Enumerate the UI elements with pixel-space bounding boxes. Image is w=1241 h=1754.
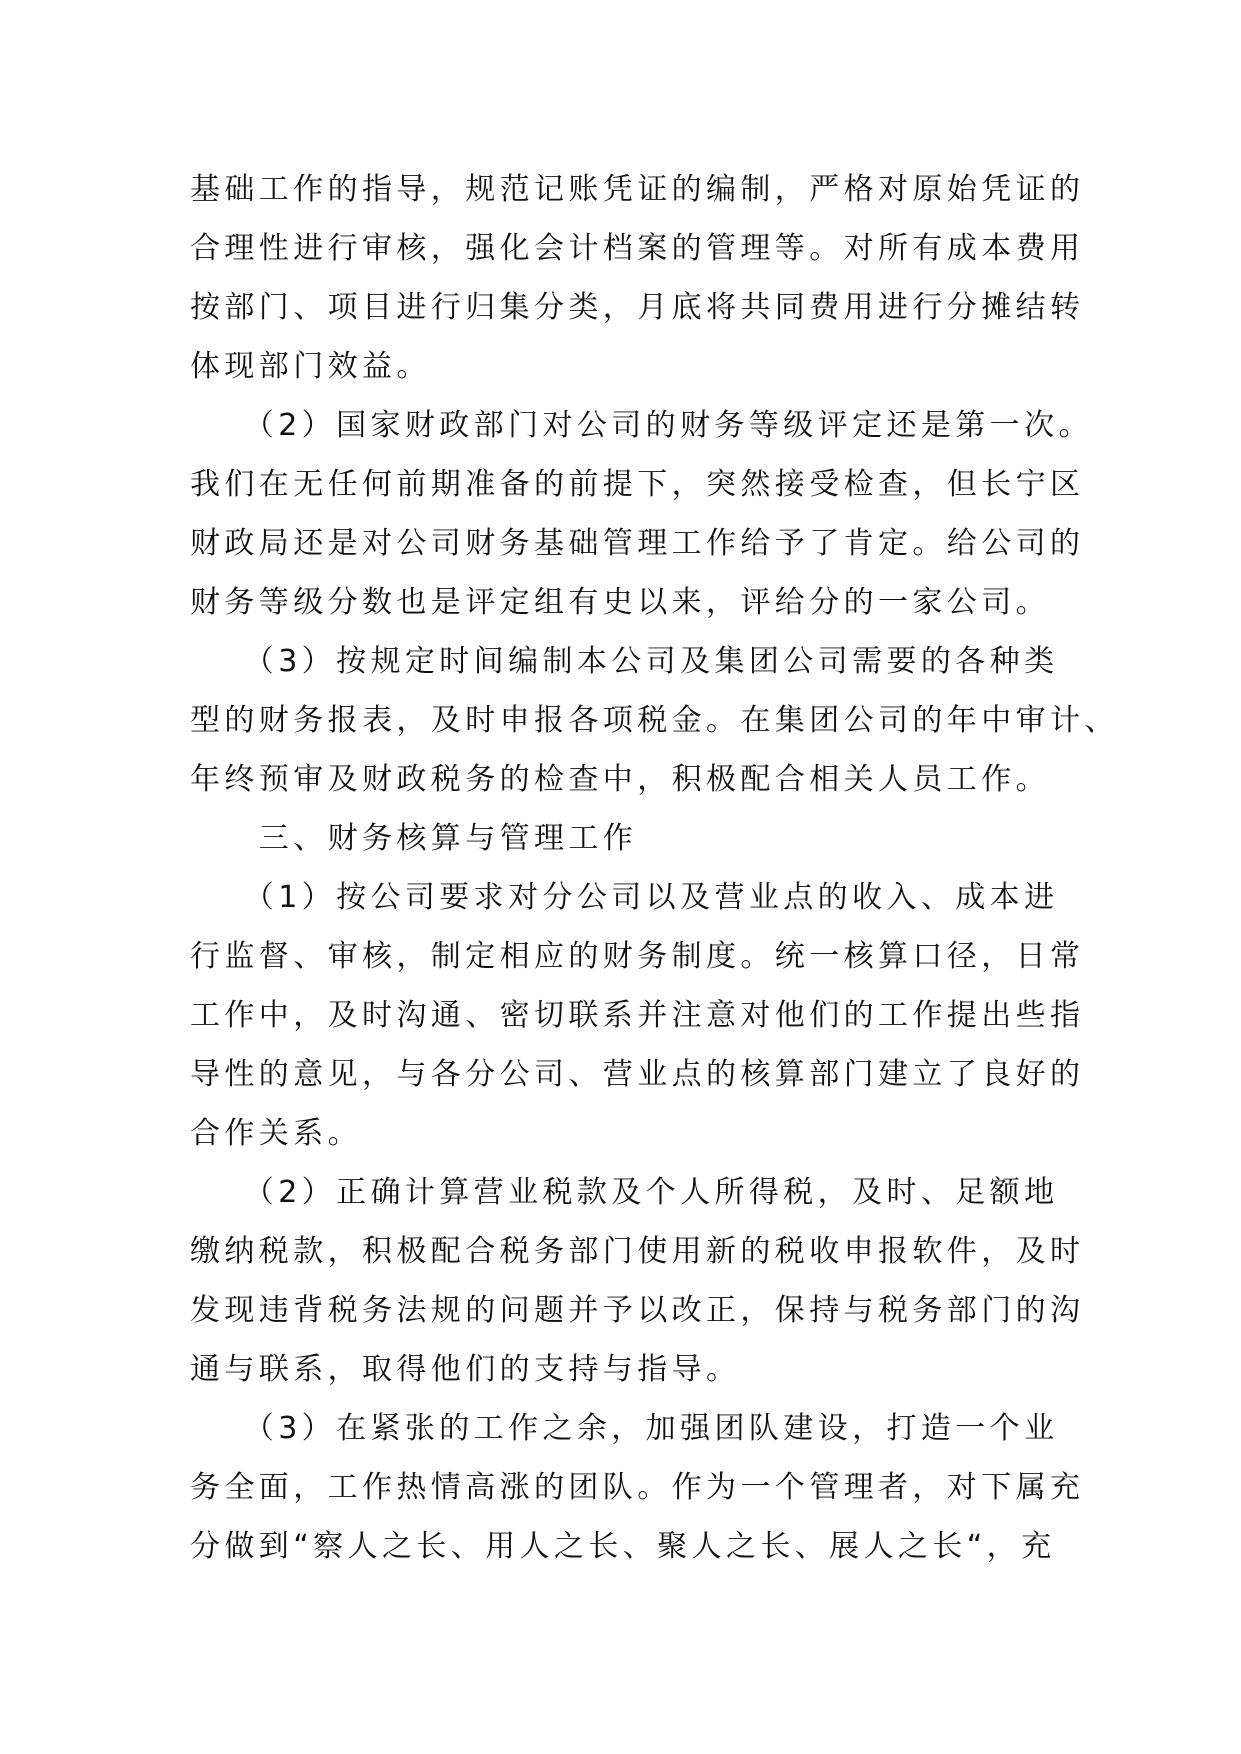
text-line: 体现部门效益。 (190, 349, 431, 384)
text-line: 年终预审及财政税务的检查中，积极配合相关人员工作。 (190, 762, 1050, 797)
text-line: 通与联系，取得他们的支持与指导。 (190, 1352, 741, 1387)
text-line: 财务等级分数也是评定组有史以来，评给分的一家公司。 (190, 585, 1050, 620)
body-text (190, 160, 1119, 1576)
text-line: 务全面，工作热情高涨的团队。作为一个管理者，对下属充 (190, 1470, 1085, 1505)
text-line: （1）按公司要求对分公司以及营业点的收入、成本进 (190, 880, 1059, 915)
text-line: （3）按规定时间编制本公司及集团公司需要的各种类 (190, 644, 1059, 679)
text-line: （2）正确计算营业税款及个人所得税，及时、足额地 (190, 1175, 1059, 1210)
text-line: 缴纳税款，积极配合税务部门使用新的税收申报软件，及时 (190, 1234, 1085, 1269)
text-line: 我们在无任何前期准备的前提下，突然接受检查，但长宁区 (190, 467, 1085, 502)
text-line: 财政局还是对公司财务基础管理工作给予了肯定。给公司的 (190, 526, 1085, 561)
text-line: （2）国家财政部门对公司的财务等级评定还是第一次。 (190, 408, 1093, 443)
text-line: 分做到“察人之长、用人之长、聚人之长、展人之长“，充 (190, 1529, 1056, 1564)
text-line: 工作中，及时沟通、密切联系并注意对他们的工作提出些指 (190, 998, 1085, 1033)
text-line: 合理性进行审核，强化会计档案的管理等。对所有成本费用 (190, 231, 1085, 266)
text-line: 发现违背税务法规的问题并予以改正，保持与税务部门的沟 (190, 1293, 1085, 1328)
text-line: 型的财务报表，及时申报各项税金。在集团公司的年中审计、 (190, 703, 1119, 738)
text-line: 基础工作的指导，规范记账凭证的编制，严格对原始凭证的 (190, 172, 1085, 207)
text-line: 导性的意见，与各分公司、营业点的核算部门建立了良好的 (190, 1057, 1085, 1092)
text-line: （3）在紧张的工作之余，加强团队建设，打造一个业 (190, 1411, 1059, 1446)
text-line: 合作关系。 (190, 1116, 362, 1151)
text-line: 按部门、项目进行归集分类，月底将共同费用进行分摊结转 (190, 290, 1085, 325)
section-heading: 三、财务核算与管理工作 (190, 821, 638, 856)
text-line: 行监督、审核，制定相应的财务制度。统一核算口径，日常 (190, 939, 1085, 974)
